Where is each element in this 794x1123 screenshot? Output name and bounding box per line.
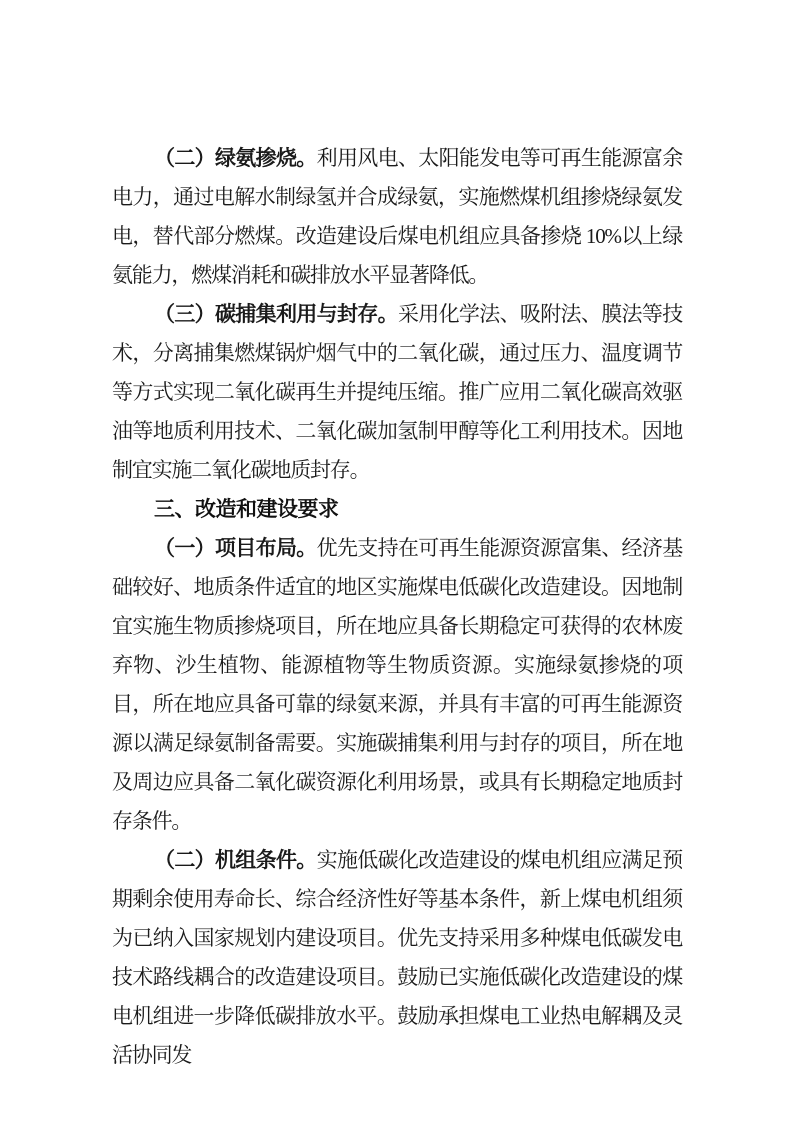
paragraph-body: 利用风电、太阳能发电等可再生能源富余电力，通过电解水制绿氢并合成绿氨，实施燃煤机组掺烧绿氨发电，替代部分燃煤。改造建设后煤电机组应具备掺烧 10%以上绿氨能力，燃煤消耗和碳排放水平显著降低。 bbox=[112, 146, 682, 287]
paragraph-lead: （三）碳捕集利用与封存。 bbox=[154, 302, 398, 326]
paragraph-lead: （二）绿氨掺烧。 bbox=[154, 146, 317, 170]
paragraph-lead: （一）项目布局。 bbox=[154, 536, 317, 560]
paragraph-carbon-capture-storage bbox=[112, 295, 682, 490]
paragraph-body: 采用化学法、吸附法、膜法等技术，分离捕集燃煤锅炉烟气中的二氧化碳，通过压力、温度调节等方式实现二氧化碳再生并提纯压缩。推广应用二氧化碳高效驱油等地质利用技术、二氧化碳加氢制甲醇等化工利用技术。因地制宜实施二氧化碳地质封存。 bbox=[112, 302, 682, 482]
paragraph-lead: （二）机组条件。 bbox=[154, 848, 317, 872]
section-heading-retrofit-requirements: 三、改造和建设要求 bbox=[154, 498, 339, 521]
paragraph-body: 优先支持在可再生能源资源富集、经济基础较好、地质条件适宜的地区实施煤电低碳化改造建设。因地制宜实施生物质掺烧项目，所在地应具备长期稳定可获得的农林废弃物、沙生植物、能源植物等生物质资源。实施绿氨掺烧的项目，所在地应具备可靠的绿氨来源，并具有丰富的可再生能源资源以满足绿氨制备需要。实施碳捕集利用与封存的项目，所在地及周边应具备二氧化碳资源化利用场景，或具有长期稳定地质封存条件。 bbox=[112, 536, 682, 833]
paragraph-project-layout bbox=[112, 529, 682, 841]
paragraph-unit-conditions bbox=[112, 841, 682, 1075]
paragraph-body: 实施低碳化改造建设的煤电机组应满足预期剩余使用寿命长、综合经济性好等基本条件，新上煤电机组须为已纳入国家规划内建设项目。优先支持采用多种煤电低碳发电技术路线耦合的改造建设项目。鼓励已实施低碳化改造建设的煤电机组进一步降低碳排放水平。鼓励承担煤电工业热电解耦及灵活协同发 bbox=[112, 848, 682, 1067]
paragraph-green-ammonia-cofiring bbox=[112, 139, 682, 295]
